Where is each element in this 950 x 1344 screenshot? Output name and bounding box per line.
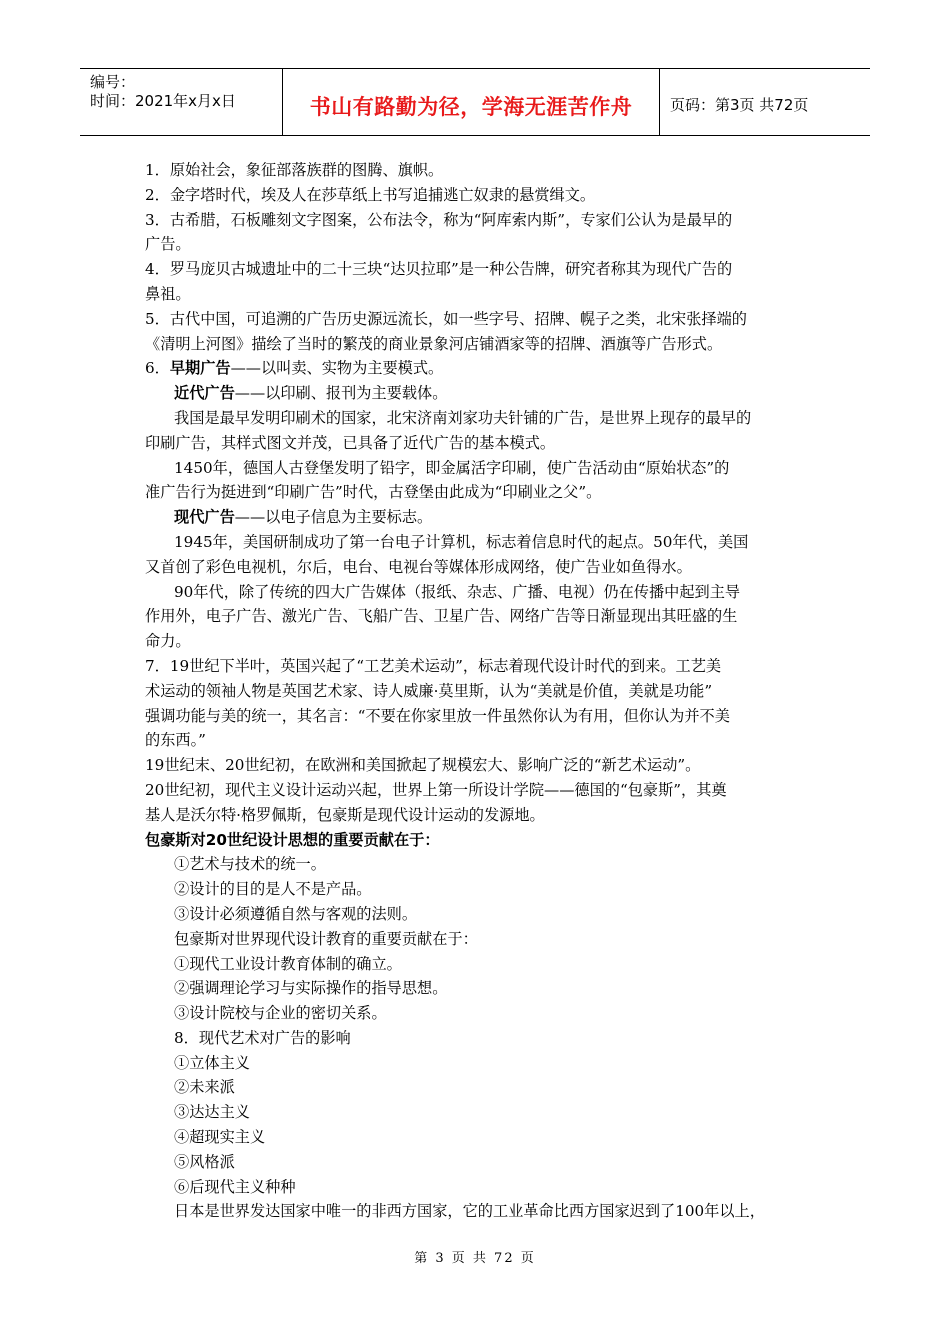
line-text: 术运动的领袖人物是英国艺术家、诗人威廉·莫里斯，认为“美就是价值，美就是功能” bbox=[145, 681, 713, 700]
line-text: 3．古希腊，石板雕刻文字图案，公布法令，称为“阿库索内斯”，专家们公认为是最早的 bbox=[145, 210, 733, 229]
line-text: ④超现实主义 bbox=[174, 1128, 266, 1147]
document-date-label: 时间：2021年x月x日 bbox=[90, 92, 236, 110]
header-page-info: 页码：第3页 共72页 bbox=[670, 96, 809, 114]
line-text: 19世纪末、20世纪初，在欧洲和美国掀起了规模宏大、影响广泛的“新艺术运动”。 bbox=[145, 756, 701, 775]
line-text: 又首创了彩色电视机，尔后，电台、电视台等媒体形成网络，使广告业如鱼得水。 bbox=[145, 557, 692, 576]
text-line bbox=[145, 728, 813, 753]
text-line bbox=[145, 381, 813, 406]
line-text: ——以叫卖、实物为主要模式。 bbox=[230, 359, 444, 378]
text-line bbox=[145, 555, 813, 580]
text-line bbox=[145, 1026, 813, 1051]
line-text: 作用外，电子广告、激光广告、飞船广告、卫星广告、网络广告等日渐显现出其旺盛的生 bbox=[145, 607, 738, 626]
text-line bbox=[145, 431, 813, 456]
line-text: 命力。 bbox=[145, 632, 191, 651]
text-line bbox=[145, 778, 813, 803]
text-line bbox=[145, 505, 813, 530]
line-text: ⑤风格派 bbox=[174, 1152, 235, 1171]
text-line bbox=[145, 1175, 813, 1200]
line-text: 2．金字塔时代，埃及人在莎草纸上书写追捕逃亡奴隶的悬赏缉文。 bbox=[145, 185, 596, 204]
document-body bbox=[145, 158, 813, 1224]
text-line bbox=[145, 1199, 813, 1224]
text-line bbox=[145, 480, 813, 505]
text-line bbox=[145, 704, 813, 729]
page-header bbox=[80, 68, 870, 136]
document-number-label: 编号： bbox=[90, 73, 136, 91]
header-info-cell bbox=[80, 69, 283, 135]
line-text: ②强调理论学习与实际操作的指导思想。 bbox=[174, 979, 448, 998]
line-text: 7．19世纪下半叶，英国兴起了“工艺美术运动”，标志着现代设计时代的到来。工艺美 bbox=[145, 656, 722, 675]
text-line bbox=[145, 158, 813, 183]
bold-term: 现代广告 bbox=[174, 508, 235, 527]
line-text: ③达达主义 bbox=[174, 1103, 250, 1122]
line-text: 90年代，除了传统的四大广告媒体（报纸、杂志、广播、电视）仍在传播中起到主导 bbox=[174, 582, 741, 601]
text-line bbox=[145, 1075, 813, 1100]
line-text: 1945年，美国研制成功了第一台电子计算机，标志着信息时代的起点。50年代，美国 bbox=[174, 532, 749, 551]
line-text: ②未来派 bbox=[174, 1078, 235, 1097]
text-line bbox=[145, 580, 813, 605]
text-line bbox=[145, 456, 813, 481]
line-text: 4．罗马庞贝古城遗址中的二十三块“达贝拉耶”是一种公告牌，研究者称其为现代广告的 bbox=[145, 260, 733, 279]
line-text: 1450年，德国人古登堡发明了铅字，即金属活字印刷，使广告活动由“原始状态”的 bbox=[174, 458, 730, 477]
text-line bbox=[145, 208, 813, 233]
line-prefix: 6． bbox=[145, 359, 170, 378]
line-text: ⑥后现代主义种种 bbox=[174, 1177, 296, 1196]
text-line bbox=[145, 753, 813, 778]
text-line bbox=[145, 282, 813, 307]
text-line bbox=[145, 1001, 813, 1026]
text-line bbox=[145, 828, 813, 853]
bold-term: 包豪斯对20世纪设计思想的重要贡献在于： bbox=[145, 830, 440, 849]
text-line bbox=[145, 852, 813, 877]
bold-term: 早期广告 bbox=[169, 359, 231, 378]
line-text: 《清明上河图》描绘了当时的繁茂的商业景象河店铺酒家等的招牌、酒旗等广告形式。 bbox=[145, 334, 723, 353]
line-text: 印刷广告，其样式图文并茂，已具备了近代广告的基本模式。 bbox=[145, 433, 556, 452]
text-line bbox=[145, 1051, 813, 1076]
line-text: 鼻祖。 bbox=[145, 284, 191, 303]
text-line bbox=[145, 232, 813, 257]
text-line bbox=[145, 952, 813, 977]
text-line bbox=[145, 803, 813, 828]
text-line bbox=[145, 877, 813, 902]
text-line bbox=[145, 1150, 813, 1175]
line-text: 我国是最早发明印刷术的国家，北宋济南刘家功夫针铺的广告，是世界上现存的最早的 bbox=[174, 408, 752, 427]
text-line bbox=[145, 530, 813, 555]
text-line bbox=[145, 332, 813, 357]
bold-term: 近代广告 bbox=[174, 384, 235, 403]
line-text: ①现代工业设计教育体制的确立。 bbox=[174, 954, 402, 973]
text-line bbox=[145, 927, 813, 952]
line-text: 强调功能与美的统一，其名言：“不要在你家里放一件虽然你认为有用，但你认为并不美 bbox=[145, 706, 730, 725]
line-text: 的东西。” bbox=[145, 731, 206, 750]
text-line bbox=[145, 629, 813, 654]
line-text: 20世纪初，现代主义设计运动兴起，世界上第一所设计学院——德国的“包豪斯”，其奠 bbox=[145, 780, 727, 799]
line-text: ③设计院校与企业的密切关系。 bbox=[174, 1004, 387, 1023]
line-text: ——以电子信息为主要标志。 bbox=[234, 508, 433, 527]
text-line bbox=[145, 1100, 813, 1125]
header-motto-cell bbox=[283, 69, 660, 135]
line-text: ①立体主义 bbox=[174, 1053, 250, 1072]
text-line bbox=[145, 406, 813, 431]
text-line bbox=[145, 604, 813, 629]
text-line bbox=[145, 654, 813, 679]
line-text: 5．古代中国，可追溯的广告历史源远流长，如一些字号、招牌、幌子之类，北宋张择端的 bbox=[145, 309, 747, 328]
line-text: 1．原始社会，象征部落族群的图腾、旗帜。 bbox=[145, 161, 444, 179]
line-text: 8．现代艺术对广告的影响 bbox=[174, 1028, 351, 1047]
text-line bbox=[145, 902, 813, 927]
line-text: 基人是沃尔特·格罗佩斯，包豪斯是现代设计运动的发源地。 bbox=[145, 805, 545, 824]
header-motto: 书山有路勤为径，学海无涯苦作舟 bbox=[309, 95, 633, 119]
text-line bbox=[145, 976, 813, 1001]
text-line bbox=[145, 356, 813, 381]
text-line bbox=[145, 257, 813, 282]
page-footer: 第 3 页 共 72 页 bbox=[414, 1251, 536, 1266]
line-text: 准广告行为挺进到“印刷广告”时代，古登堡由此成为“印刷业之父”。 bbox=[145, 483, 602, 502]
line-text: ——以印刷、报刊为主要载体。 bbox=[234, 384, 448, 403]
header-page-cell bbox=[660, 69, 870, 135]
line-text: ①艺术与技术的统一。 bbox=[174, 855, 326, 874]
line-text: 包豪斯对世界现代设计教育的重要贡献在于： bbox=[174, 929, 478, 948]
line-text: 日本是世界发达国家中唯一的非西方国家，它的工业革命比西方国家迟到了100年以上， bbox=[174, 1202, 765, 1221]
line-text: ③设计必须遵循自然与客观的法则。 bbox=[174, 904, 417, 923]
line-text: 广告。 bbox=[145, 235, 191, 254]
text-line bbox=[145, 307, 813, 332]
line-text: ②设计的目的是人不是产品。 bbox=[174, 880, 372, 899]
text-line bbox=[145, 679, 813, 704]
text-line bbox=[145, 1125, 813, 1150]
text-line bbox=[145, 183, 813, 208]
